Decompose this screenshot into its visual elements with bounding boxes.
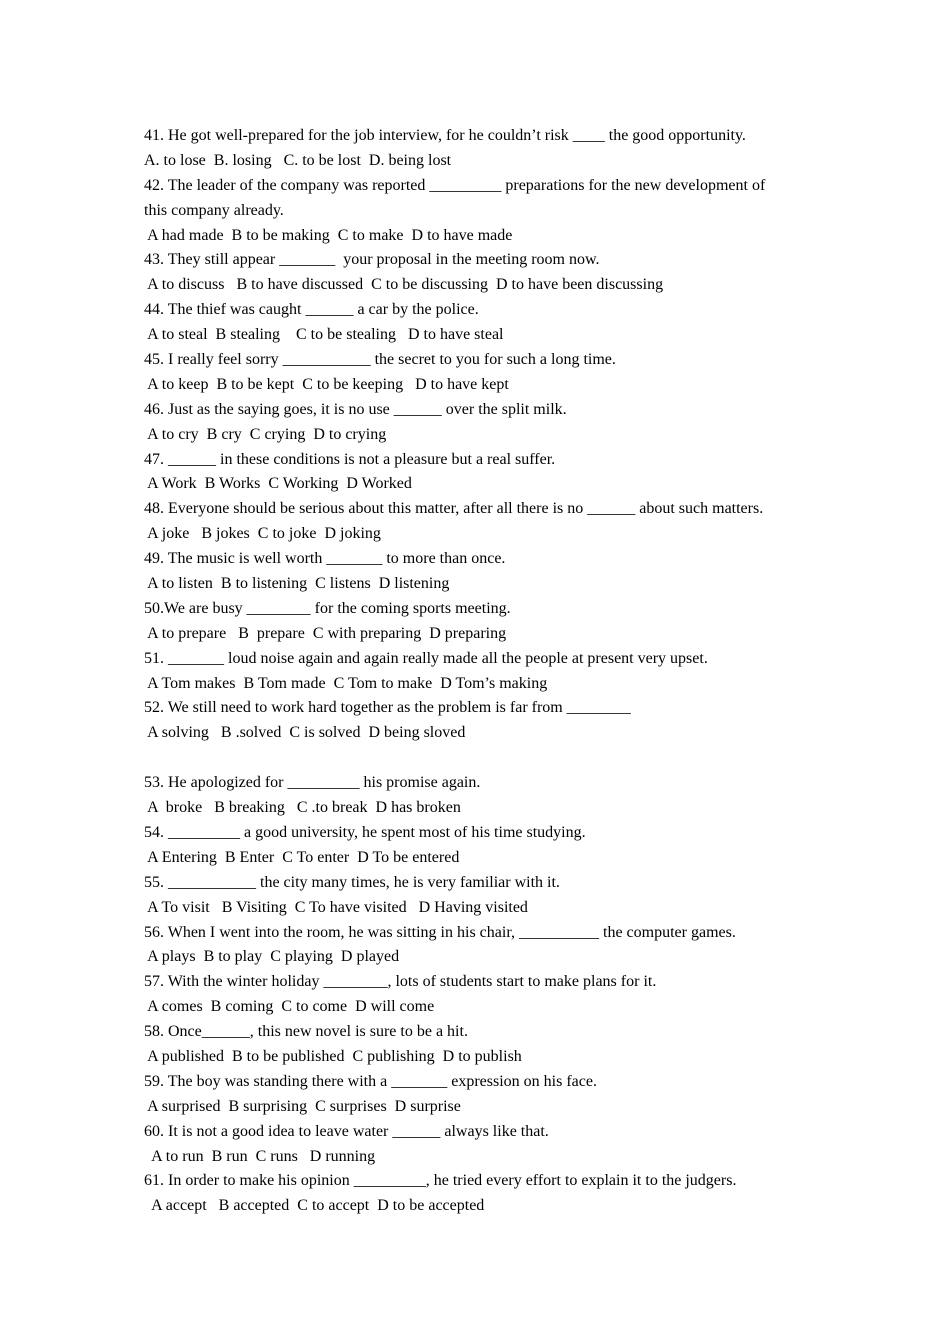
- answer-options: A published B to be published C publishing D to publish: [144, 1047, 522, 1065]
- question-item: [144, 970, 809, 1020]
- question-stem: this company already.: [144, 201, 284, 219]
- answer-options: A surprised B surprising C surprises D surprise: [144, 1097, 461, 1115]
- answer-options: A solving B .solved C is solved D being sloved: [144, 724, 466, 742]
- answer-options: A joke B jokes C to joke D joking: [144, 525, 381, 543]
- question-item: [144, 597, 809, 647]
- answer-options: A plays B to play C playing D played: [144, 948, 400, 966]
- question-stem: 42. The leader of the company was reported _________ preparations for the new development of: [144, 176, 766, 194]
- question-stem: 56. When I went into the room, he was sitting in his chair, __________ the computer games.: [144, 923, 736, 941]
- question-stem: 48. Everyone should be serious about this matter, after all there is no ______ about such matters.: [144, 500, 764, 518]
- question-item: [144, 174, 809, 249]
- question-item: [144, 398, 809, 448]
- answer-options: A to listen B to listening C listens D listening: [144, 575, 450, 593]
- question-item: [144, 298, 809, 348]
- question-stem: 50.We are busy ________ for the coming sports meeting.: [144, 599, 511, 617]
- answer-options: A Entering B Enter C To enter D To be entered: [144, 848, 460, 866]
- answer-options: A to prepare B prepare C with preparing D preparing: [144, 624, 507, 642]
- question-stem: 60. It is not a good idea to leave water ______ always like that.: [144, 1122, 549, 1140]
- question-stem: 47. ______ in these conditions is not a pleasure but a real suffer.: [144, 450, 556, 468]
- question-item: [144, 497, 809, 547]
- answer-options: A To visit B Visiting C To have visited D Having visited: [144, 898, 528, 916]
- question-item: [144, 821, 809, 871]
- answer-options: A to cry B cry C crying D to crying: [144, 425, 387, 443]
- answer-options: A Work B Works C Working D Worked: [144, 475, 412, 493]
- blank-line: [144, 746, 809, 771]
- question-item: [144, 448, 809, 498]
- question-stem: 59. The boy was standing there with a _______ expression on his face.: [144, 1072, 597, 1090]
- answer-options: A to run B run C runs D running: [144, 1147, 376, 1165]
- question-item: [144, 1120, 809, 1170]
- question-item: [144, 1020, 809, 1070]
- question-item: [144, 547, 809, 597]
- question-item: [144, 647, 809, 697]
- question-stem: 46. Just as the saying goes, it is no use ______ over the split milk.: [144, 400, 567, 418]
- answer-options: A to keep B to be kept C to be keeping D to have kept: [144, 375, 509, 393]
- answer-options: A to steal B stealing C to be stealing D to have steal: [144, 326, 504, 344]
- question-item: [144, 124, 809, 174]
- answer-options: A had made B to be making C to make D to have made: [144, 226, 513, 244]
- question-stem: 55. ___________ the city many times, he is very familiar with it.: [144, 873, 560, 891]
- question-stem: 41. He got well-prepared for the job interview, for he couldn’t risk ____ the good opportunity.: [144, 127, 746, 144]
- question-stem: 44. The thief was caught ______ a car by the police.: [144, 301, 479, 319]
- answer-options: A accept B accepted C to accept D to be accepted: [144, 1197, 485, 1215]
- question-stem: 45. I really feel sorry ___________ the secret to you for such a long time.: [144, 351, 616, 369]
- question-item: [144, 921, 809, 971]
- question-stem: 53. He apologized for _________ his promise again.: [144, 774, 481, 792]
- question-stem: 43. They still appear _______ your proposal in the meeting room now.: [144, 251, 600, 269]
- question-stem: 52. We still need to work hard together as the problem is far from ________: [144, 699, 631, 717]
- answer-options: A comes B coming C to come D will come: [144, 998, 435, 1016]
- question-item: [144, 1070, 809, 1120]
- question-stem: 51. _______ loud noise again and again really made all the people at present very upset.: [144, 649, 708, 667]
- question-stem: 58. Once______, this new novel is sure to be a hit.: [144, 1023, 468, 1041]
- answer-options: A broke B breaking C .to break D has broken: [144, 799, 461, 817]
- question-stem: 57. With the winter holiday ________, lots of students start to make plans for it.: [144, 973, 657, 991]
- question-stem: 49. The music is well worth _______ to more than once.: [144, 550, 506, 568]
- answer-options: A Tom makes B Tom made C Tom to make D Tom’s making: [144, 674, 548, 692]
- question-item: [144, 348, 809, 398]
- question-stem: 54. _________ a good university, he spent most of his time studying.: [144, 823, 586, 841]
- question-item: [144, 248, 809, 298]
- question-item: [144, 871, 809, 921]
- question-stem: 61. In order to make his opinion _________, he tried every effort to explain it to the judgers.: [144, 1172, 737, 1190]
- question-item: [144, 1169, 809, 1219]
- question-item: [144, 771, 809, 821]
- answer-options: A. to lose B. losing C. to be lost D. being lost: [144, 151, 452, 169]
- answer-options: A to discuss B to have discussed C to be discussing D to have been discussing: [144, 276, 664, 294]
- question-list: [144, 124, 809, 1219]
- question-item: [144, 696, 809, 771]
